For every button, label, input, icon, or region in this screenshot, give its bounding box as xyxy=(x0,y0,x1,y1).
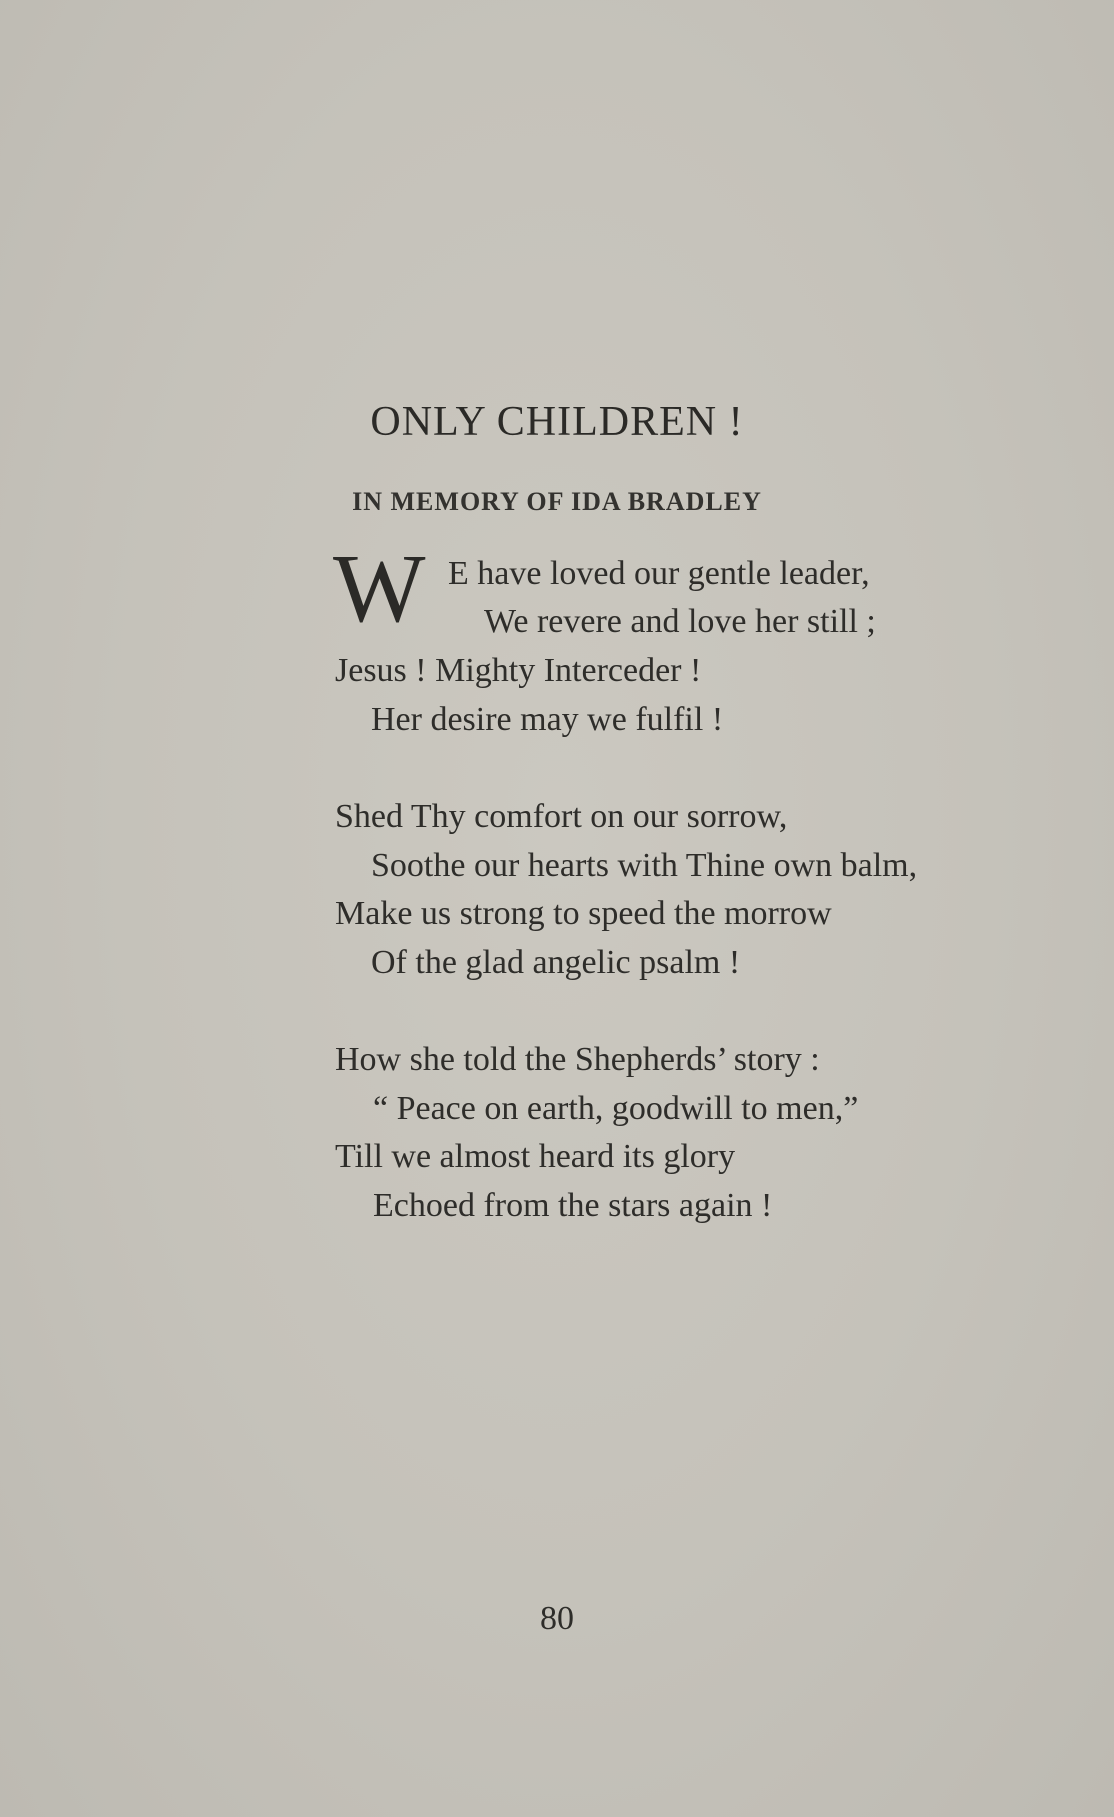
poem-line: Soothe our hearts with Thine own balm, xyxy=(371,847,918,884)
poem-line: Shed Thy comfort on our sorrow, xyxy=(335,798,788,835)
poem-line: Of the glad angelic psalm ! xyxy=(371,944,741,981)
drop-cap: W xyxy=(333,535,426,643)
poem-line: We revere and love her still ; xyxy=(484,603,876,640)
page-number: 80 xyxy=(540,1600,574,1637)
poem-line: Echoed from the stars again ! xyxy=(373,1187,773,1224)
poem-line: Make us strong to speed the morrow xyxy=(335,895,832,932)
poem-line: E have loved our gentle leader, xyxy=(448,555,870,592)
poem-dedication: IN MEMORY OF IDA BRADLEY xyxy=(352,487,762,516)
poem-line: Her desire may we fulfil ! xyxy=(371,701,724,738)
poem-line: Jesus ! Mighty Interceder ! xyxy=(335,652,702,689)
poem-line: How she told the Shepherds’ story : xyxy=(335,1041,820,1078)
poem-title: ONLY CHILDREN ! xyxy=(370,399,744,445)
poem-line: Till we almost heard its glory xyxy=(335,1138,736,1175)
poem-line: “ Peace on earth, goodwill to men,” xyxy=(373,1090,859,1127)
